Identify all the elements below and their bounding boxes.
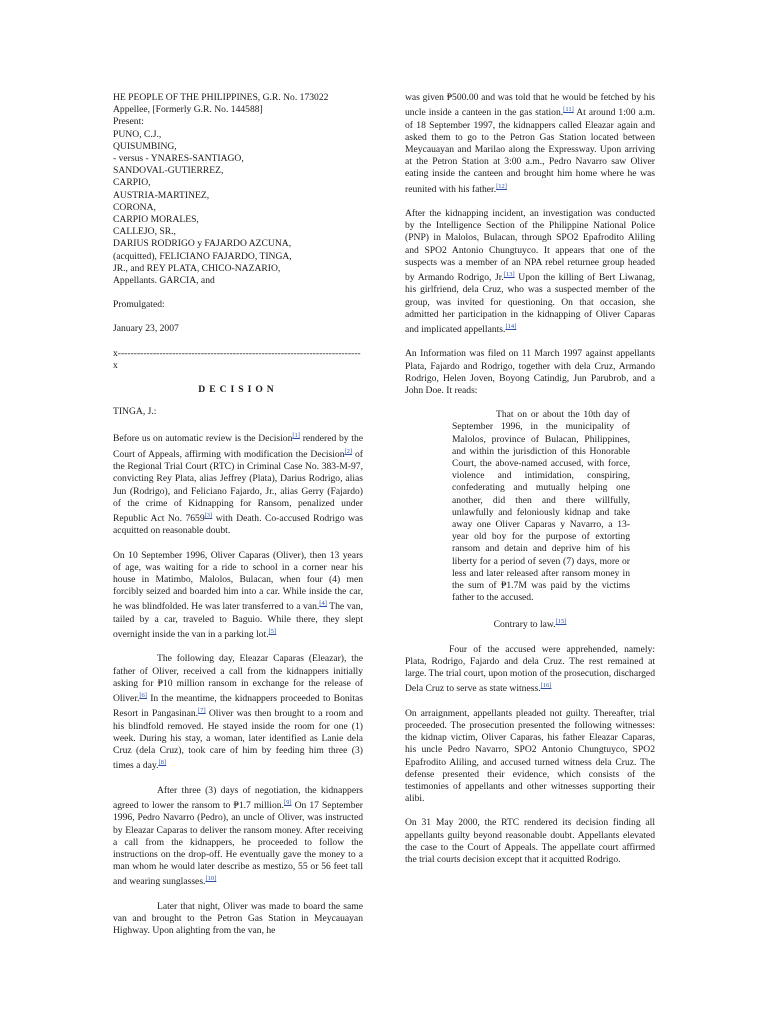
header-line: Present: [113,116,144,128]
footnote-link[interactable]: [9] [283,799,292,807]
footnote-link[interactable]: [4] [319,600,327,608]
header-line: - versus - YNARES-SANTIAGO, [113,153,244,165]
contrary-to-law: Contrary to law.[15] [493,618,567,631]
body-paragraph: On 10 September 1996, Oliver Caparas (Oliver), then 13 years of age, was waiting for a ride to school in a corner near his house in Matimbo, Malolos, Bulacan, when four (4) men forcibly seized and boarded him into a car. While inside the car, he was blindfolded. He was later transferred to a van.[4] The van, tailed by a car, traveled to Baguio. While there, they slept overnight inside the van in a parking lot.[5] [113,549,363,641]
footnote-link[interactable]: [2] [344,447,353,455]
footnote-link[interactable]: [5] [268,628,277,636]
header-line: CARPIO, [113,177,151,189]
footnote-link[interactable]: [11] [563,106,574,114]
footnote-link[interactable]: [13] [503,271,515,279]
header-line: CORONA, [113,201,156,213]
right-column [405,92,655,878]
body-paragraph: The following day, Eleazar Caparas (Eleazar), the father of Oliver, received a call from the kidnappers initially asking for ₱10 million ransom in exchange for the release of Oliver.[6] In the meantime, the kidnappers proceeded to Bonitas Resort in Pangasinan.[7] Oliver was then brought to a room and his blindfold removed. He stayed inside the room for one (1) week. During his stay, a woman, later identified as Lanie dela Cruz (dela Cruz), took care of him by feeding him three (3) times a day.[8] [113,653,363,772]
left-column [113,92,363,949]
header-line: DARIUS RODRIGO y FAJARDO AZCUNA, [113,238,292,250]
body-paragraph: After the kidnapping incident, an investigation was conducted by the Intelligence Section of the Philippine National Police (PNP) in Malolos, Bulacan, through SPO2 Epafrodito Aliling and SPO2 Antonio Chungtuyco. It appears that one of the suspects was a member of an NPA rebel returnee group headed by Armando Rodrigo, Jr.[13] Upon the killing of Bert Liwanag, his girlfriend, dela Cruz, who was a suspected member of the group, was invited for questioning. On that occasion, she admitted her participation in the kidnapping of Oliver Caparas and implicated appellants.[14] [405,208,655,336]
header-line: CALLEJO, SR., [113,226,176,238]
header-line: JR., and REY PLATA, CHICO-NAZARIO, [113,262,281,274]
footnote-link[interactable]: [15] [555,618,567,626]
left-body [113,430,363,937]
body-paragraph: was given ₱500.00 and was told that he would be fetched by his uncle inside a canteen in the gas station.[11] At around 1:00 a.m. of 18 September 1997, the kidnappers called Eleazar again and asked them to go to the Petron Gas Station located between Meycauayan and Marilao along the Expressway. Upon arriving at the Petron Station at 3:00 a.m., Pedro Navarro saw Oliver eating inside the canteen and brought him home where he was reunited with his father.[12] [405,92,656,195]
information-quote: That on or about the 10th day of September 1996, in the municipality of Malolos, province of Bulacan, Philippines, and within the jurisdiction of this Honorable Court, the above-named accused, with force, violence and intimidation, conspiring, confederating and mutually helping one another, did then and there willfully, unlawfully and feloniously kidnap and take away one Oliver Caparas y Navarro, a 13-year old boy for the purpose of extorting ransom and detain and deprive him of his liberty for a period of seven (7) days, more or less and later released after ransom money in the sum of ₱1.7M was paid by the victims father to the accused. [452,409,630,604]
body-paragraph: Before us on automatic review is the Decision[1] rendered by the Court of Appeals, affirming with modification the Decision[2] of the Regional Trial Court (RTC) in Criminal Case No. 383-M-97, convicting Rey Plata, alias Jeffrey (Plata), Darius Rodrigo, alias Jun (Rodrigo), and Feliciano Fajardo, Jr., alias Gerry (Fajardo) of the crime of Kidnapping for Ransom, penalized under Republic Act No. 7659[3] with Death. Co-accused Rodrigo was acquitted on reasonable doubt. [113,432,363,537]
body-paragraph: Later that night, Oliver was made to board the same van and brought to the Petron Gas Station in Meycauayan Highway. Upon alighting from the van, he [113,900,363,937]
decision-title: DECISION [198,384,278,396]
body-paragraph: An Information was filed on 11 March 1997 against appellants Plata, Fajardo and Rodrigo, together with dela Cruz, Armando Rodrigo, Helen Joven, Boyong Catindig, Jun Parubrob, and a John Doe. It reads: [405,348,655,397]
separator-line: x---------------------------------------------------------------------------- x [113,347,361,371]
right-body-continued [405,644,655,866]
header-line: AUSTRIA-MARTINEZ, [113,189,210,201]
ponente: TINGA, J.: [113,406,157,418]
header-line: SANDOVAL-GUTIERREZ, [113,165,224,177]
header-line: Appellants. GARCIA, and [113,275,215,287]
header-line: QUISUMBING, [113,140,177,152]
case-header [113,92,363,287]
footnote-link[interactable]: [3] [204,512,213,520]
promulgation-date: January 23, 2007 [113,323,179,335]
header-line: HE PEOPLE OF THE PHILIPPINES, G.R. No. 173022 [113,92,329,103]
footnote-link[interactable]: [7] [198,707,206,715]
header-line: CARPIO MORALES, [113,214,199,226]
header-line: (acquitted), FELICIANO FAJARDO, TINGA, [113,250,292,262]
body-paragraph: Four of the accused were apprehended, namely: Plata, Rodrigo, Fajardo and dela Cruz. The rest remained at large. The trial court, upon motion of the prosecution, discharged Dela Cruz to serve as state witness.[16] [405,643,655,695]
footnote-link[interactable]: [8] [158,759,167,767]
body-paragraph: On 31 May 2000, the RTC rendered its decision finding all appellants guilty beyond reasonable doubt. Appellants elevated the case to the Court of Appeals. The appellate court affirmed the trial courts decision except that it acquitted Rodrigo. [405,817,655,866]
header-line: Appellee, [Formerly G.R. No. 144588] [113,104,263,116]
footnote-link[interactable]: [14] [505,323,517,331]
right-body [405,92,655,397]
footnote-link[interactable]: [1] [292,432,300,440]
header-line: PUNO, C.J., [113,128,162,140]
footnote-link[interactable]: [10] [205,875,217,883]
body-paragraph: After three (3) days of negotiation, the kidnappers agreed to lower the ransom to ₱1.7 million.[9] On 17 September 1996, Pedro Navarro (Pedro), an uncle of Oliver, was instructed by Eleazar Caparas to deliver the ransom money. After receiving a call from the kidnappers, he proceeded to follow the instructions on the drop-off. He eventually gave the money to a man whom he would later describe as mestizo, 55 or 56 feet tall and wearing sunglasses.[10] [113,784,364,888]
footnote-link[interactable]: [12] [496,182,507,190]
footnote-link[interactable]: [6] [139,692,147,700]
footnote-link[interactable]: [16] [540,682,552,690]
body-paragraph: On arraignment, appellants pleaded not guilty. Thereafter, trial proceeded. The prosecution presented the following witnesses: the kidnap victim, Oliver Caparas, his father Eleazar Caparas, his uncle Pedro Navarro, SPO2 Antonio Chungtuyco, SPO2 Epafrodito Aliling, and accused turned witness dela Cruz. The defense presented their evidence, which consists of the testimonies of appellants and other witnesses supporting their alibi. [405,707,655,805]
promulgated-label: Promulgated: [113,299,165,311]
